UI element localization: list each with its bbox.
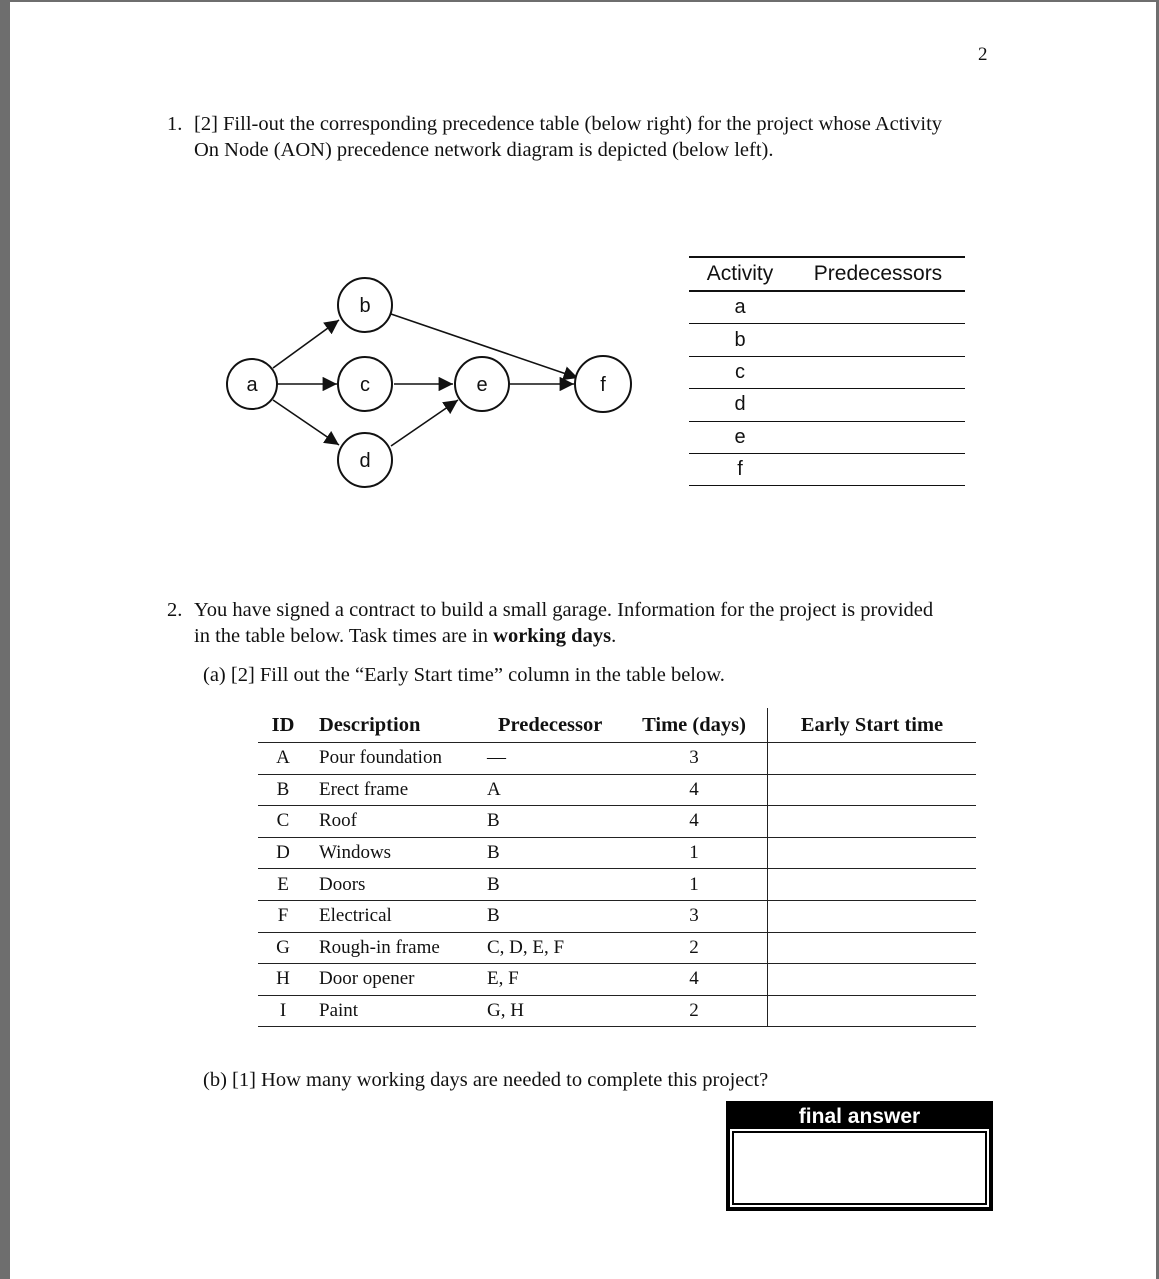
cell-predecessor: B — [487, 873, 500, 895]
question-2-number: 2. — [167, 599, 183, 621]
edge-a-d — [273, 400, 339, 445]
final-answer-field[interactable] — [732, 1131, 987, 1205]
cell-time: 4 — [689, 968, 699, 990]
cell-time: 2 — [689, 936, 699, 958]
activity-cell: c — [735, 360, 745, 383]
cell-time: 1 — [689, 842, 699, 864]
table-row — [258, 964, 976, 996]
working-days-emphasis: working days — [493, 625, 612, 647]
header-early-start: Early Start time — [767, 708, 976, 742]
cell-early-start[interactable] — [767, 869, 976, 900]
final-answer-box — [726, 1101, 993, 1211]
cell-predecessor: E, F — [487, 968, 519, 990]
cell-id: A — [276, 747, 290, 769]
header-predecessors: Predecessors — [813, 262, 943, 285]
cell-predecessor: B — [487, 905, 500, 927]
cell-id: D — [276, 842, 290, 864]
cell-early-start[interactable] — [767, 743, 976, 774]
question-2a: (a) [2] Fill out the “Early Start time” column in the table below. — [203, 664, 725, 686]
node-f-label: f — [600, 374, 606, 396]
cell-id: E — [277, 873, 289, 895]
question-1-number: 1. — [167, 113, 183, 135]
cell-early-start[interactable] — [767, 806, 976, 837]
cell-early-start[interactable] — [767, 775, 976, 806]
node-c-label: c — [360, 374, 370, 396]
activity-cell: a — [734, 296, 746, 319]
project-table — [258, 708, 976, 1027]
table-row — [258, 869, 976, 901]
cell-id: G — [276, 936, 290, 958]
header-activity: Activity — [706, 262, 774, 285]
header-predecessor: Predecessor — [498, 713, 603, 736]
activity-cell: f — [737, 458, 743, 481]
cell-time: 3 — [689, 905, 699, 927]
cell-time: 4 — [689, 778, 699, 800]
table-row — [258, 775, 976, 807]
cell-predecessor: B — [487, 810, 500, 832]
cell-description: Rough-in frame — [319, 936, 440, 958]
node-d-label: d — [359, 450, 371, 472]
cell-early-start[interactable] — [767, 838, 976, 869]
cell-description: Erect frame — [319, 778, 409, 800]
precedence-row — [689, 357, 965, 389]
table-row — [258, 743, 976, 775]
cell-time: 1 — [689, 873, 699, 895]
cell-id: B — [276, 778, 290, 800]
cell-predecessor: B — [487, 842, 500, 864]
table-row — [258, 838, 976, 870]
question-2 — [167, 597, 1007, 649]
viewer-border-left — [0, 0, 10, 1279]
edge-d-e — [391, 400, 458, 446]
cell-time: 3 — [689, 747, 699, 769]
precedence-table-header — [689, 258, 965, 292]
question-2-line-2 — [194, 623, 1007, 649]
cell-time: 4 — [689, 810, 699, 832]
table-row — [258, 996, 976, 1028]
question-1-line-1: [2] Fill-out the corresponding precedence table (below right) for the project whose Activity — [194, 113, 943, 135]
header-time: Time (days) — [642, 713, 746, 736]
viewer-border-top — [0, 0, 1159, 2]
precedence-row — [689, 324, 965, 356]
header-description: Description — [319, 713, 421, 736]
precedence-row — [689, 454, 965, 486]
cell-description: Paint — [319, 1000, 359, 1022]
precedence-row — [689, 292, 965, 324]
question-1 — [167, 111, 1007, 163]
precedence-row — [689, 422, 965, 454]
header-id: ID — [271, 713, 295, 736]
precedence-table — [689, 256, 965, 486]
table-row — [258, 806, 976, 838]
aon-network-diagram — [200, 260, 660, 500]
table-row — [258, 933, 976, 965]
node-e-label: e — [476, 374, 488, 396]
cell-id: F — [277, 905, 289, 927]
cell-early-start[interactable] — [767, 964, 976, 995]
question-2b: (b) [1] How many working days are needed to complete this project? — [203, 1069, 769, 1091]
cell-predecessor: — — [487, 747, 506, 769]
question-1-line-2: On Node (AON) precedence network diagram is depicted (below left). — [194, 139, 774, 161]
cell-id: C — [276, 810, 290, 832]
activity-cell: d — [734, 393, 746, 416]
cell-predecessor: A — [487, 778, 501, 800]
cell-description: Pour foundation — [319, 747, 442, 769]
activity-cell: e — [734, 425, 746, 448]
question-2-line-1: You have signed a contract to build a small garage. Information for the project is provided — [194, 599, 934, 621]
project-table-header — [258, 708, 976, 743]
cell-time: 2 — [689, 1000, 699, 1022]
edge-a-b — [273, 320, 339, 368]
question-2-line-2-end: . — [611, 625, 617, 647]
page-number: 2 — [978, 44, 988, 65]
cell-description: Roof — [319, 810, 357, 832]
cell-predecessor: C, D, E, F — [487, 936, 565, 958]
cell-description: Windows — [319, 842, 392, 864]
cell-description: Doors — [319, 873, 366, 895]
question-2-line-2-start: in the table below. Task times are in — [194, 625, 494, 647]
cell-early-start[interactable] — [767, 996, 976, 1027]
cell-id: I — [279, 1000, 287, 1022]
node-a-label: a — [246, 374, 258, 396]
cell-description: Electrical — [319, 905, 392, 927]
table-row — [258, 901, 976, 933]
cell-id: H — [276, 968, 290, 990]
cell-description: Door opener — [319, 968, 415, 990]
cell-early-start[interactable] — [767, 933, 976, 964]
final-answer-label: final answer — [730, 1105, 989, 1129]
cell-early-start[interactable] — [767, 901, 976, 932]
activity-cell: b — [734, 328, 746, 351]
node-b-label: b — [359, 295, 371, 317]
cell-predecessor: G, H — [487, 1000, 524, 1022]
precedence-row — [689, 389, 965, 421]
